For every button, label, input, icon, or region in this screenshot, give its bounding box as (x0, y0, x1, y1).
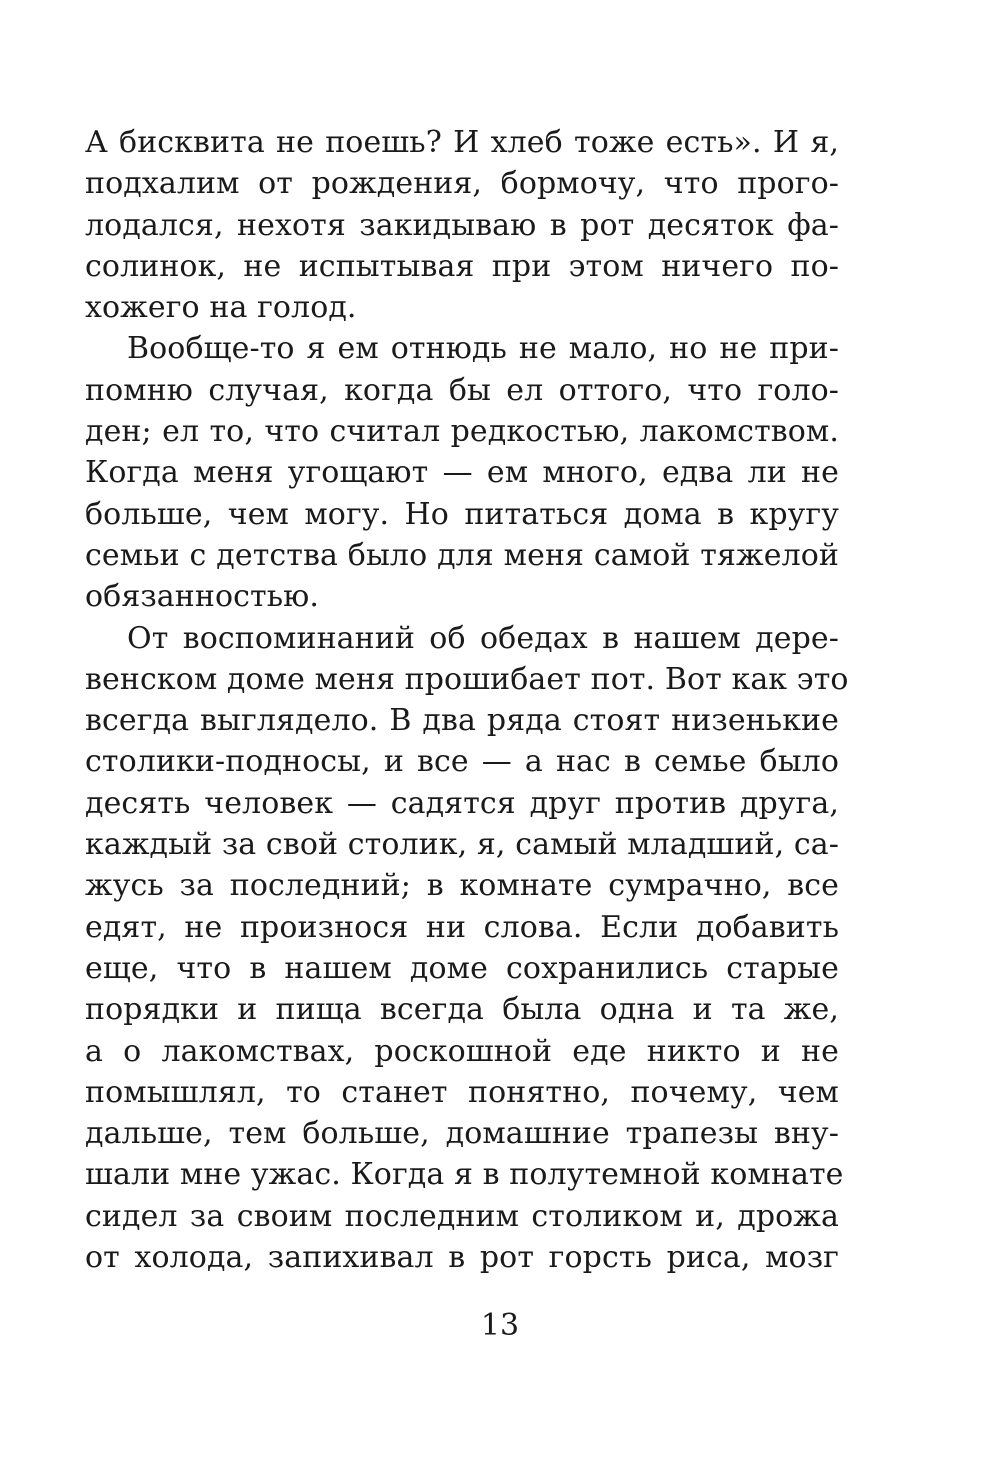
text-line: венском доме меня прошибает пот. Вот как это (85, 661, 849, 697)
text-line: семьи с детства было для меня самой тяжелой (85, 537, 839, 573)
text-line: хожего на голод. (85, 290, 357, 326)
text-line: больше, чем могу. Но питаться дома в кругу (85, 496, 839, 532)
text-line: подхалим от рождения, бормочу, что прого- (85, 166, 839, 202)
text-line: еще, что в нашем доме сохранились старые (85, 950, 839, 986)
text-line: От воспоминаний об обедах в нашем дере- (127, 620, 839, 656)
text-line: ден; ел то, что считал редкостью, лакомством. (85, 414, 839, 450)
text-line: столики-подносы, и все — а нас в семье было (85, 744, 839, 780)
text-line: лодался, нехотя закидываю в рот десяток фа- (85, 207, 839, 243)
body-text (85, 122, 849, 1278)
text-line: жусь за последний; в комнате сумрачно, все (85, 868, 839, 904)
text-line: порядки и пища всегда была одна и та же, (85, 992, 839, 1028)
text-line: всегда выглядело. В два ряда стоят низенькие (85, 703, 839, 739)
page-number: 13 (480, 1308, 520, 1343)
text-line: от холода, запихивал в рот горсть риса, мозг (85, 1240, 839, 1276)
text-line: сидел за своим последним столиком и, дрожа (85, 1198, 839, 1234)
text-line: десять человек — садятся друг против друга, (85, 785, 839, 821)
text-line: а о лакомствах, роскошной еде никто и не (85, 1033, 839, 1069)
paragraph (85, 328, 839, 617)
text-line: обязанностью. (85, 579, 320, 615)
text-line: едят, не произнося ни слова. Если добавить (85, 909, 839, 945)
text-line: шали мне ужас. Когда я в полутемной комнате (85, 1157, 844, 1193)
text-line: помню случая, когда бы ел оттого, что голо- (85, 372, 839, 408)
text-line: Когда меня угощают — ем много, едва ли не (85, 455, 839, 491)
text-line: помышлял, то станет понятно, почему, чем (85, 1074, 839, 1110)
text-line: каждый за свой столик, я, самый младший, са- (85, 827, 839, 863)
text-line: дальше, тем больше, домашние трапезы вну- (85, 1116, 839, 1152)
paragraph (85, 122, 839, 328)
text-line: солинок, не испытывая при этом ничего по- (85, 248, 839, 284)
text-line: А бисквита не поешь? И хлеб тоже есть». И я, (85, 125, 839, 160)
paragraph (85, 618, 849, 1279)
text-line: Вообще-то я ем отнюдь не мало, но не при- (127, 331, 839, 367)
